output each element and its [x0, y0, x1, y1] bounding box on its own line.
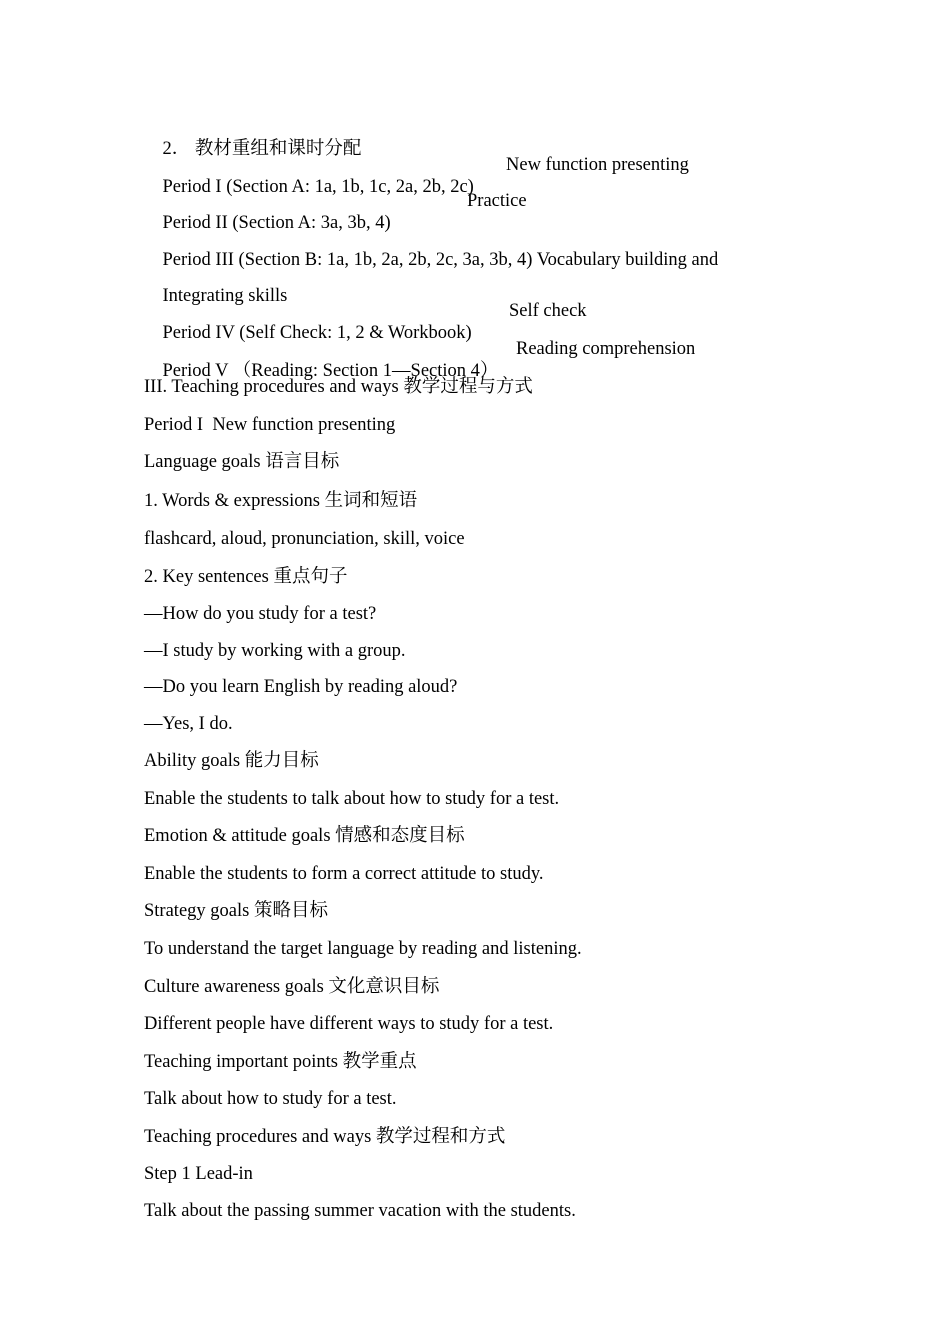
goal-heading: Teaching important points 教学重点 — [144, 1052, 417, 1072]
period-label: Integrating skills — [162, 286, 288, 306]
goal-heading: Ability goals 能力目标 — [144, 751, 319, 771]
goal-text: Enable the students to talk about how to study for a test. — [144, 789, 560, 809]
section-heading-3: III. Teaching procedures and ways 教学过程与方式 — [144, 377, 533, 397]
goal-heading: Emotion & attitude goals 情感和态度目标 — [144, 826, 465, 846]
period-focus: Practice — [467, 191, 527, 211]
dialogue-line: —I study by working with a group. — [144, 641, 406, 661]
period-label: Period I (Section A: 1a, 1b, 1c, 2a, 2b, 2c) — [162, 177, 474, 197]
dialogue-line: —How do you study for a test? — [144, 604, 377, 624]
period-label: Period V （Reading: Section 1—Section 4） — [162, 361, 499, 381]
section-heading-text: 2． 教材重组和课时分配 — [162, 139, 362, 159]
goal-heading: Language goals 语言目标 — [144, 452, 340, 472]
vocab-list: flashcard, aloud, pronunciation, skill, voice — [144, 529, 465, 549]
step-text: Talk about the passing summer vacation with the students. — [144, 1201, 576, 1221]
goal-text: Talk about how to study for a test. — [144, 1089, 397, 1109]
goal-text: Different people have different ways to study for a test. — [144, 1014, 554, 1034]
goal-heading: Teaching procedures and ways 教学过程和方式 — [144, 1127, 506, 1147]
goal-heading: Culture awareness goals 文化意识目标 — [144, 977, 440, 997]
goal-heading: Strategy goals 策略目标 — [144, 901, 328, 921]
period-focus: Reading comprehension — [516, 339, 696, 359]
goal-text: To understand the target language by reading and listening. — [144, 939, 582, 959]
period-focus: New function presenting — [506, 155, 689, 175]
goal-text: Enable the students to form a correct attitude to study. — [144, 864, 544, 884]
sub-heading: 1. Words & expressions 生词和短语 — [144, 491, 418, 511]
period-label: Period IV (Self Check: 1, 2 & Workbook) — [162, 323, 472, 343]
period-focus: Self check — [509, 301, 587, 321]
dialogue-line: —Do you learn English by reading aloud? — [144, 677, 458, 697]
dialogue-line: —Yes, I do. — [144, 714, 233, 734]
period-title: Period I New function presenting — [144, 415, 396, 435]
period-label: Period II (Section A: 3a, 3b, 4) — [162, 213, 391, 233]
period-label: Period III (Section B: 1a, 1b, 2a, 2b, 2c, 3a, 3b, 4) Vocabulary building and — [162, 250, 719, 270]
sub-heading: 2. Key sentences 重点句子 — [144, 567, 348, 587]
step-heading: Step 1 Lead-in — [144, 1164, 253, 1184]
